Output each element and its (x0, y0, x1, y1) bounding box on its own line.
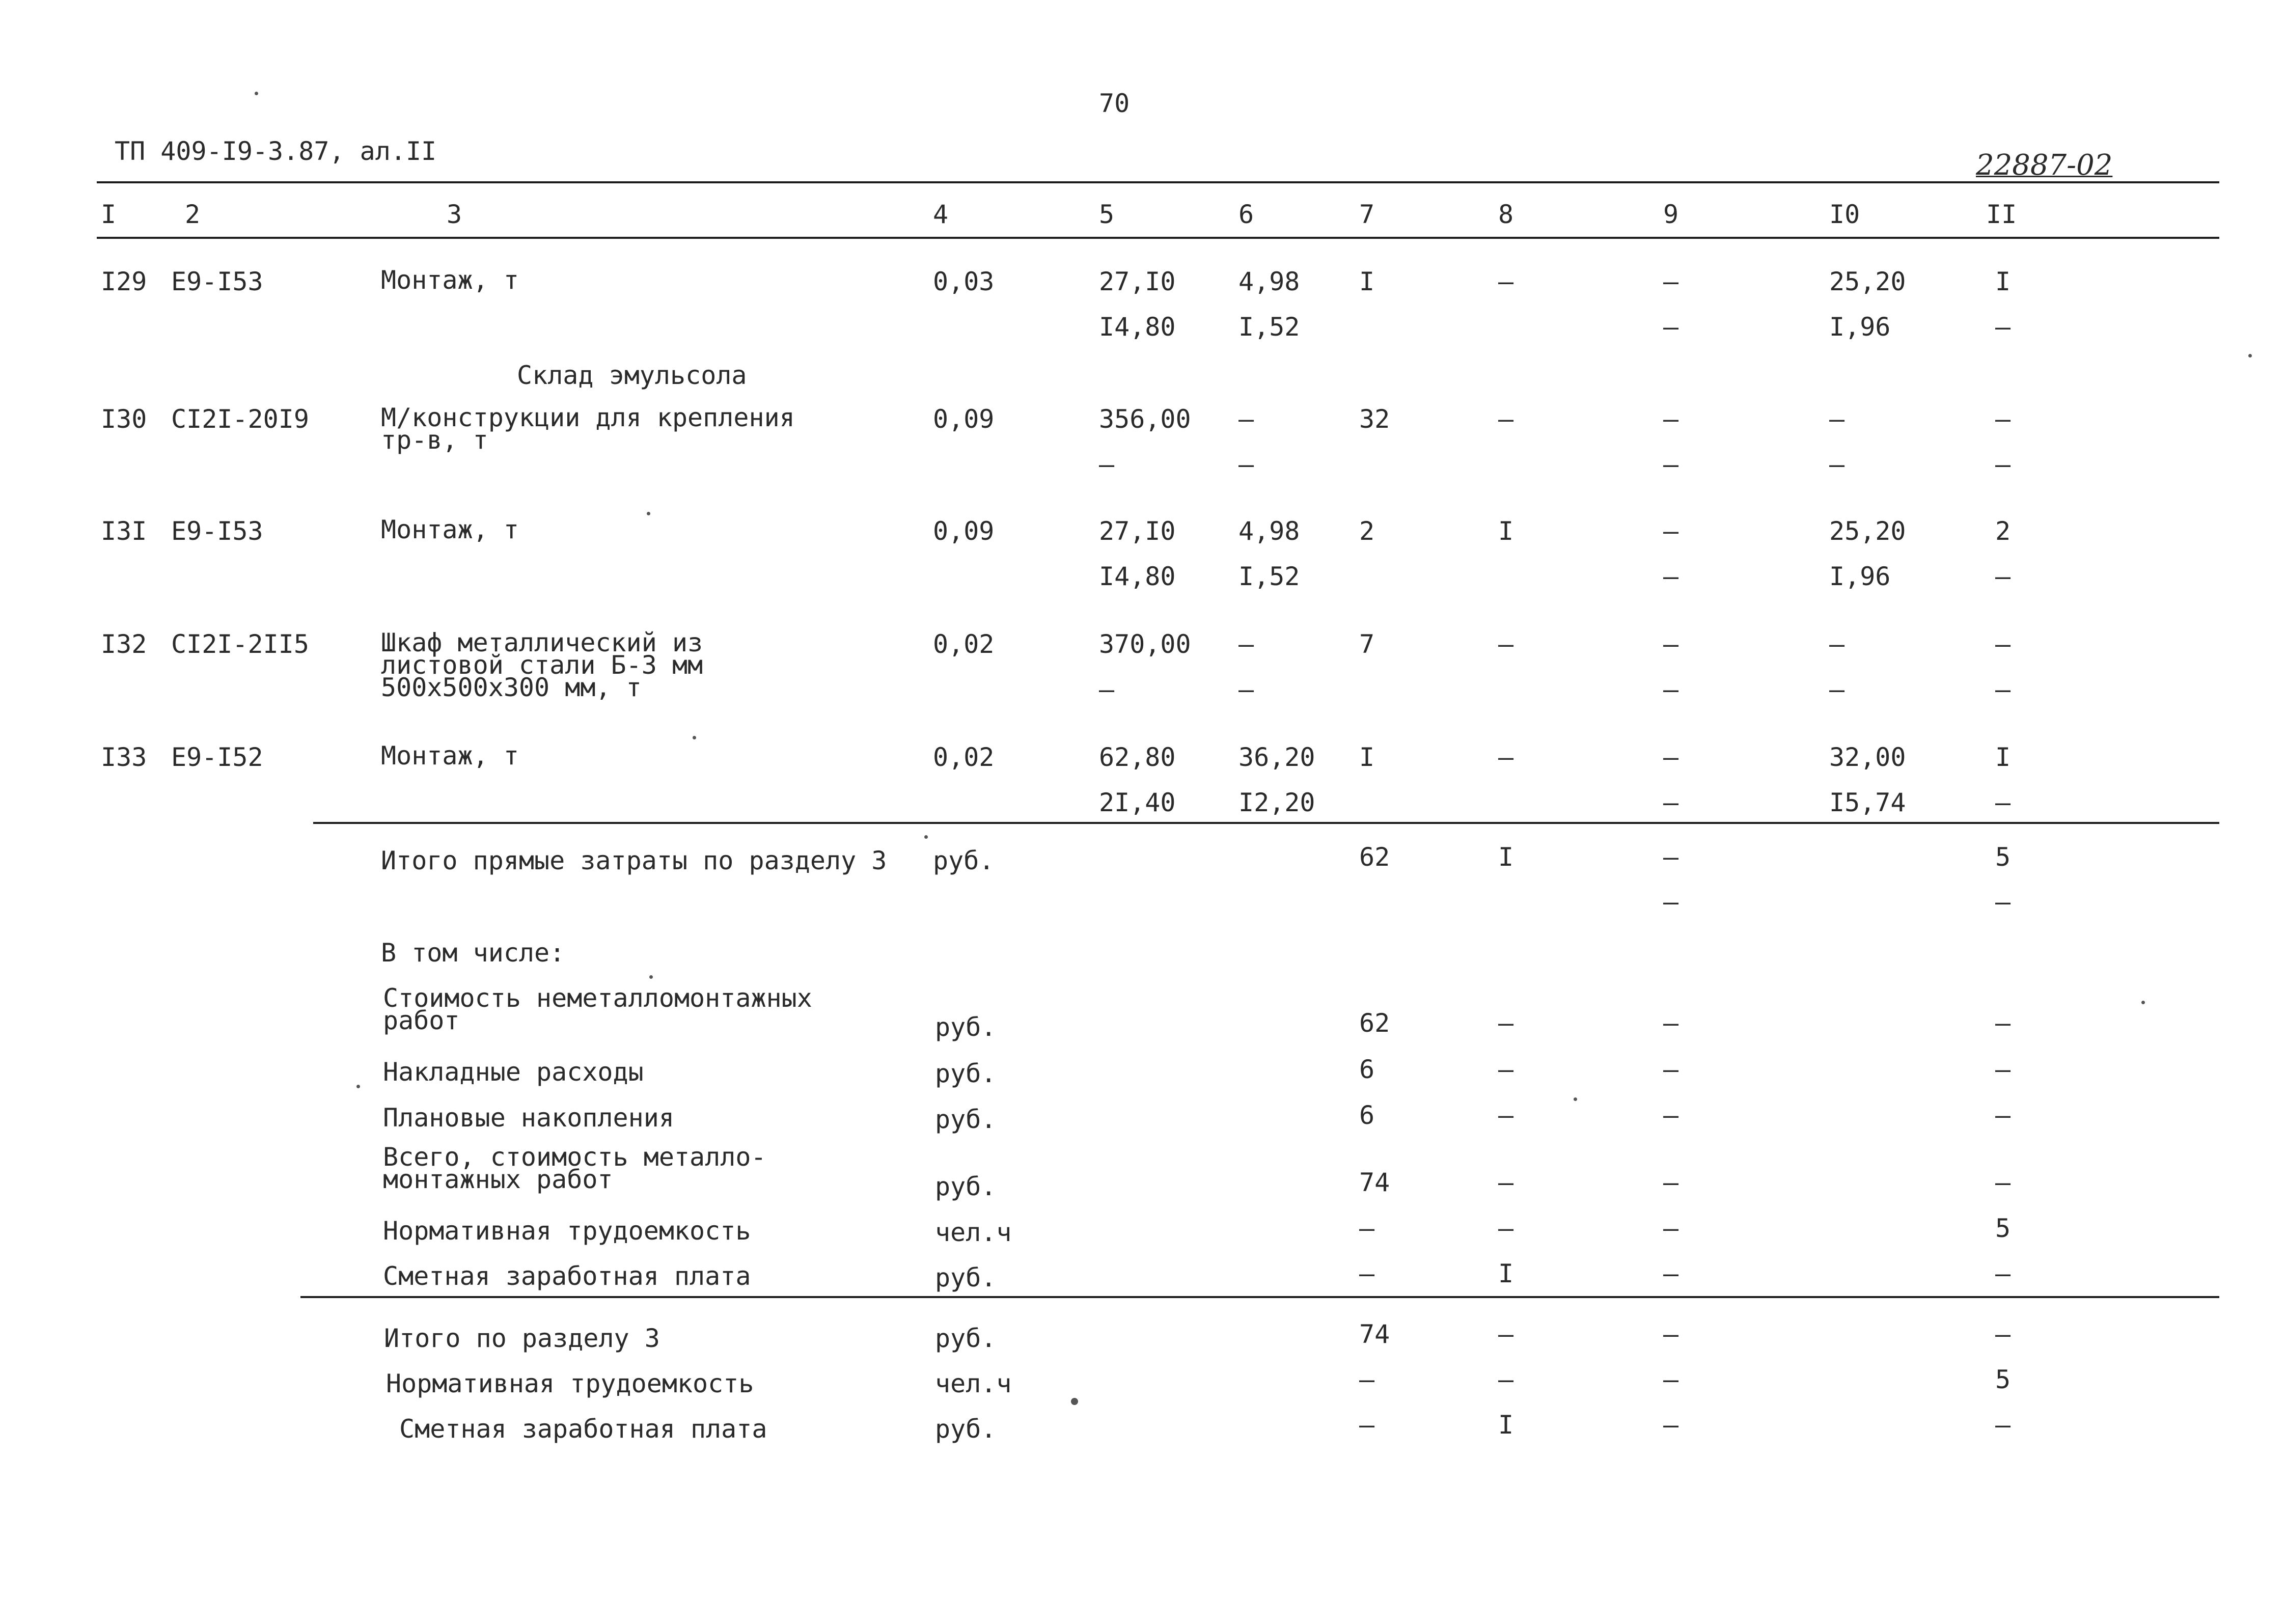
cell-c7: 7 (1359, 629, 1375, 659)
cell-c6: 36,20 (1238, 742, 1315, 772)
cell-c4: 0,09 (933, 516, 995, 546)
scan-speck (2141, 1001, 2145, 1004)
cell-c1: I3I (101, 516, 147, 546)
cell-c9: – (1663, 312, 1679, 342)
cell-c2: E9-I53 (171, 516, 263, 546)
table-top-rule (97, 181, 2219, 183)
cell-c7: 32 (1359, 404, 1390, 434)
section-total-line2-c9: – (1663, 887, 1679, 917)
including-label: В том числе: (381, 938, 565, 968)
cell-c7: 6 (1359, 1055, 1375, 1084)
cell-c4: 0,03 (933, 267, 995, 296)
row-unit: руб. (935, 1012, 997, 1042)
cell-c8: – (1498, 1365, 1514, 1394)
cell-c11: – (1995, 404, 2011, 434)
section-total-c11: 5 (1995, 842, 2011, 872)
cell-c11: – (1995, 675, 2011, 704)
cell-c7: – (1359, 1410, 1375, 1440)
scan-speck (924, 835, 928, 839)
cell-c11: I (1995, 267, 2011, 296)
row-label: Накладные расходы (383, 1057, 644, 1087)
cell-c4: 0,02 (933, 742, 995, 772)
cell-c3: Монтаж, т (381, 741, 519, 770)
cell-c11: – (1995, 1168, 2011, 1197)
cell-c6: – (1238, 675, 1254, 704)
cell-c11: – (1995, 788, 2011, 817)
cell-c4: 0,02 (933, 629, 995, 659)
header-bottom-rule (97, 237, 2219, 239)
cell-c9: – (1663, 1008, 1679, 1038)
column-header: 5 (1099, 200, 1115, 229)
cell-c9: – (1663, 788, 1679, 817)
cell-c7: 62 (1359, 1008, 1390, 1038)
cell-c10: – (1829, 675, 1845, 704)
cell-c11: 5 (1995, 1365, 2011, 1394)
scan-speck (693, 736, 696, 739)
cell-c7: I (1359, 742, 1375, 772)
cell-c5: 370,00 (1099, 629, 1191, 659)
cell-c9: – (1663, 267, 1679, 296)
cell-c9: – (1663, 1410, 1679, 1440)
cell-c9: – (1663, 1365, 1679, 1394)
column-header: 4 (933, 200, 949, 229)
cell-c9: – (1663, 742, 1679, 772)
section-total-unit: руб. (933, 846, 995, 875)
cell-c3: Шкаф металлический из листовой стали Б-3 мм 500x500x300 мм, т (381, 628, 703, 702)
column-header: 2 (185, 200, 201, 229)
cell-c7: 74 (1359, 1319, 1390, 1349)
section-total-c7: 62 (1359, 842, 1390, 872)
scan-speck (356, 1085, 360, 1088)
scan-speck (1071, 1398, 1078, 1405)
cell-c11: – (1995, 1319, 2011, 1349)
including-bottom-rule (300, 1296, 2219, 1298)
cell-c1: I32 (101, 629, 147, 659)
row-label: Сметная заработная плата (383, 1261, 751, 1291)
cell-c11: – (1995, 312, 2011, 342)
cell-c9: – (1663, 404, 1679, 434)
cell-c9: – (1663, 516, 1679, 546)
cell-c6: – (1238, 404, 1254, 434)
cell-c8: – (1498, 1319, 1514, 1349)
cell-c9: – (1663, 1214, 1679, 1243)
cell-c11: – (1995, 1055, 2011, 1084)
section-total-label: Итого прямые затраты по разделу 3 (381, 846, 887, 875)
cell-c10: I,96 (1829, 312, 1891, 342)
cell-c9: – (1663, 1055, 1679, 1084)
row-unit: руб. (935, 1324, 997, 1353)
cell-c2: CI2I-2II5 (171, 629, 309, 659)
cell-c11: – (1995, 1259, 2011, 1288)
row-unit: руб. (935, 1172, 997, 1201)
scan-speck (649, 975, 653, 979)
cell-c8: – (1498, 1055, 1514, 1084)
cell-c11: – (1995, 629, 2011, 659)
cell-c5: 27,I0 (1099, 267, 1176, 296)
cell-c9: – (1663, 1100, 1679, 1130)
cell-c3: М/конструкции для крепления тр-в, т (381, 403, 795, 455)
column-header: 8 (1498, 200, 1514, 229)
cell-c11: – (1995, 1410, 2011, 1440)
cell-c11: – (1995, 450, 2011, 479)
subheading: Склад эмульсола (517, 361, 747, 390)
row-label: Плановые накопления (383, 1103, 674, 1133)
cell-c4: 0,09 (933, 404, 995, 434)
cell-c2: CI2I-20I9 (171, 404, 309, 434)
column-header: 3 (447, 200, 462, 229)
row-label: Всего, стоимость металло- монтажных работ (383, 1142, 766, 1194)
cell-c8: I (1498, 516, 1514, 546)
cell-c1: I33 (101, 742, 147, 772)
section-total-c9: – (1663, 842, 1679, 872)
column-header: I0 (1829, 200, 1860, 229)
cell-c7: – (1359, 1365, 1375, 1394)
page-number: 70 (1099, 89, 1130, 118)
cell-c7: – (1359, 1214, 1375, 1243)
cell-c10: I,96 (1829, 562, 1891, 591)
row-unit: руб. (935, 1059, 997, 1088)
column-header: I (101, 200, 117, 229)
column-header: 7 (1359, 200, 1375, 229)
column-header: II (1986, 200, 2017, 229)
cell-c9: – (1663, 1319, 1679, 1349)
cell-c6: I,52 (1238, 312, 1300, 342)
cell-c6: I,52 (1238, 562, 1300, 591)
cell-c8: – (1498, 1168, 1514, 1197)
cell-c9: – (1663, 629, 1679, 659)
cell-c5: 356,00 (1099, 404, 1191, 434)
items-bottom-rule (313, 822, 2219, 824)
cell-c10: 25,20 (1829, 516, 1906, 546)
cell-c6: 4,98 (1238, 516, 1300, 546)
cell-c11: 2 (1995, 516, 2011, 546)
cell-c8: – (1498, 742, 1514, 772)
cell-c6: – (1238, 629, 1254, 659)
cell-c8: – (1498, 404, 1514, 434)
row-unit: чел.ч (935, 1218, 1012, 1247)
cell-c10: – (1829, 404, 1845, 434)
cell-c10: I5,74 (1829, 788, 1906, 817)
row-label: Итого по разделу 3 (384, 1324, 660, 1353)
cell-c6: I2,20 (1238, 788, 1315, 817)
cell-c9: – (1663, 1259, 1679, 1288)
row-label: Сметная заработная плата (399, 1414, 767, 1444)
cell-c5: I4,80 (1099, 312, 1176, 342)
row-unit: чел.ч (935, 1369, 1012, 1398)
cell-c7: 2 (1359, 516, 1375, 546)
cell-c11: – (1995, 562, 2011, 591)
row-unit: руб. (935, 1414, 997, 1444)
section-total-c8: I (1498, 842, 1514, 872)
cell-c2: E9-I53 (171, 267, 263, 296)
cell-c2: E9-I52 (171, 742, 263, 772)
scan-speck (1574, 1097, 1577, 1101)
row-unit: руб. (935, 1263, 997, 1292)
cell-c3: Монтаж, т (381, 515, 519, 544)
column-header: 9 (1663, 200, 1679, 229)
cell-c10: – (1829, 450, 1845, 479)
cell-c8: – (1498, 1100, 1514, 1130)
row-unit: руб. (935, 1105, 997, 1134)
inventory-number: 22887-02 (1976, 149, 2113, 182)
cell-c7: 74 (1359, 1168, 1390, 1197)
cell-c10: – (1829, 629, 1845, 659)
cell-c5: I4,80 (1099, 562, 1176, 591)
cell-c3: Монтаж, т (381, 265, 519, 295)
cell-c8: – (1498, 629, 1514, 659)
cell-c5: 62,80 (1099, 742, 1176, 772)
cell-c7: I (1359, 267, 1375, 296)
cell-c11: – (1995, 1100, 2011, 1130)
cell-c8: – (1498, 1214, 1514, 1243)
cell-c5: 2I,40 (1099, 788, 1176, 817)
cell-c5: – (1099, 450, 1115, 479)
row-label: Нормативная трудоемкость (386, 1369, 754, 1398)
scan-speck (647, 512, 650, 515)
row-label: Стоимость неметалломонтажных работ (383, 983, 812, 1035)
cell-c6: – (1238, 450, 1254, 479)
cell-c8: I (1498, 1259, 1514, 1288)
scan-speck (2248, 354, 2252, 357)
cell-c7: – (1359, 1259, 1375, 1288)
cell-c9: – (1663, 450, 1679, 479)
section-total-line2-c11: – (1995, 887, 2011, 917)
cell-c7: 6 (1359, 1100, 1375, 1130)
cell-c5: 27,I0 (1099, 516, 1176, 546)
cell-c6: 4,98 (1238, 267, 1300, 296)
cell-c8: I (1498, 1410, 1514, 1440)
cell-c10: 25,20 (1829, 267, 1906, 296)
column-header: 6 (1238, 200, 1254, 229)
cell-c9: – (1663, 675, 1679, 704)
cell-c11: 5 (1995, 1214, 2011, 1243)
document-reference: ТП 409-I9-3.87, ал.II (115, 136, 437, 166)
cell-c8: – (1498, 267, 1514, 296)
cell-c8: – (1498, 1008, 1514, 1038)
cell-c11: I (1995, 742, 2011, 772)
cell-c1: I29 (101, 267, 147, 296)
cell-c9: – (1663, 562, 1679, 591)
cell-c9: – (1663, 1168, 1679, 1197)
cell-c11: – (1995, 1008, 2011, 1038)
cell-c10: 32,00 (1829, 742, 1906, 772)
cell-c1: I30 (101, 404, 147, 434)
cell-c5: – (1099, 675, 1115, 704)
row-label: Нормативная трудоемкость (383, 1216, 751, 1246)
scan-speck (255, 92, 258, 95)
